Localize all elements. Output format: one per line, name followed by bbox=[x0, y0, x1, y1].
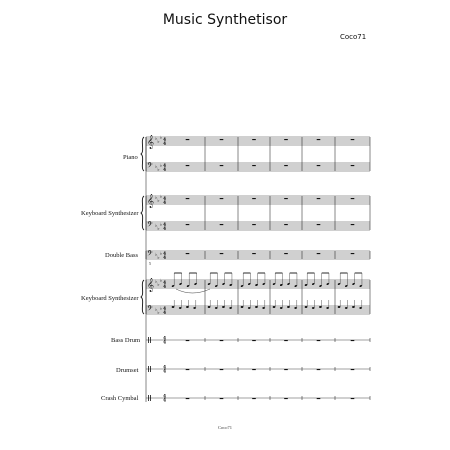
note-head bbox=[248, 307, 251, 309]
whole-rest bbox=[186, 165, 190, 166]
whole-rest bbox=[317, 369, 321, 370]
page-footer: Coco71 bbox=[218, 425, 232, 430]
whole-rest bbox=[284, 398, 288, 399]
flat-sign-icon: ♭ bbox=[155, 280, 158, 286]
bass-clef-icon: 𝄢 bbox=[147, 250, 153, 260]
whole-rest bbox=[284, 139, 288, 140]
time-signature-bottom: 4 bbox=[163, 226, 167, 232]
whole-rest bbox=[186, 198, 190, 199]
flat-sign-icon: ♭ bbox=[155, 196, 158, 202]
note-head bbox=[312, 307, 315, 309]
note-head bbox=[326, 307, 329, 309]
composer-name: Coco71 bbox=[340, 33, 367, 41]
whole-rest bbox=[284, 253, 288, 254]
time-signature-bottom: 4 bbox=[163, 255, 167, 261]
note-head bbox=[222, 306, 225, 308]
whole-rest bbox=[252, 398, 256, 399]
time-signature-top: 4 bbox=[163, 251, 167, 257]
instrument-label-piano: Piano bbox=[123, 154, 138, 161]
time-signature-top: 4 bbox=[163, 280, 167, 286]
whole-rest bbox=[186, 224, 190, 225]
time-signature-top: 4 bbox=[163, 365, 167, 371]
percussion-clef-icon bbox=[148, 337, 149, 343]
whole-rest bbox=[220, 198, 224, 199]
time-signature-bottom: 4 bbox=[163, 167, 167, 173]
note-head bbox=[338, 306, 341, 308]
percussion-clef-icon bbox=[150, 366, 151, 372]
instrument-label-keyboard-synth-1: Keyboard Synthesizer bbox=[81, 210, 139, 217]
time-signature-bottom: 4 bbox=[163, 340, 167, 346]
score-title: Music Synthetisor bbox=[162, 12, 288, 28]
flat-sign-icon: ♭ bbox=[157, 140, 160, 146]
bass-clef-icon: 𝄢 bbox=[147, 221, 153, 231]
time-signature-top: 4 bbox=[163, 163, 167, 169]
whole-rest bbox=[220, 139, 224, 140]
whole-rest bbox=[220, 224, 224, 225]
note-head bbox=[186, 306, 189, 308]
whole-rest bbox=[252, 224, 256, 225]
whole-rest bbox=[317, 198, 321, 199]
flat-sign-icon: ♭ bbox=[155, 165, 158, 171]
time-signature-top: 4 bbox=[163, 222, 167, 228]
flat-sign-icon: ♭ bbox=[157, 199, 160, 205]
whole-rest bbox=[220, 165, 224, 166]
flat-sign-icon: ♭ bbox=[159, 307, 162, 313]
whole-rest bbox=[284, 224, 288, 225]
whole-rest bbox=[284, 165, 288, 166]
note-head bbox=[294, 307, 297, 309]
flat-sign-icon: ♭ bbox=[159, 164, 162, 170]
note-head bbox=[172, 306, 175, 308]
whole-rest bbox=[351, 398, 355, 399]
note-head bbox=[241, 306, 244, 308]
whole-rest bbox=[252, 139, 256, 140]
flat-sign-icon: ♭ bbox=[159, 279, 162, 285]
whole-rest bbox=[317, 340, 321, 341]
note-head bbox=[287, 306, 290, 308]
whole-rest bbox=[220, 398, 224, 399]
flat-sign-icon: ♭ bbox=[157, 283, 160, 289]
whole-rest bbox=[317, 253, 321, 254]
whole-rest bbox=[284, 369, 288, 370]
flat-sign-icon: ♭ bbox=[159, 223, 162, 229]
whole-rest bbox=[220, 340, 224, 341]
time-signature-bottom: 4 bbox=[163, 369, 167, 375]
percussion-clef-icon bbox=[148, 366, 149, 372]
instrument-label-drumset: Drumset bbox=[116, 367, 139, 374]
note-head bbox=[255, 306, 258, 308]
time-signature-bottom: 4 bbox=[163, 284, 167, 290]
time-signature-top: 4 bbox=[163, 196, 167, 202]
whole-rest bbox=[351, 369, 355, 370]
percussion-clef-icon bbox=[150, 395, 151, 401]
whole-rest bbox=[186, 253, 190, 254]
flat-sign-icon: ♭ bbox=[159, 195, 162, 201]
whole-rest bbox=[351, 224, 355, 225]
percussion-clef-icon bbox=[150, 337, 151, 343]
grand-staff-brace bbox=[141, 137, 144, 171]
whole-rest bbox=[351, 165, 355, 166]
instrument-label-double-bass: Double Bass bbox=[105, 252, 139, 259]
whole-rest bbox=[186, 139, 190, 140]
whole-rest bbox=[317, 224, 321, 225]
treble-clef-icon: 𝄞 bbox=[147, 134, 155, 149]
bass-clef-icon: 𝄢 bbox=[147, 162, 153, 172]
note-head bbox=[305, 306, 308, 308]
treble-clef-icon: 𝄞 bbox=[147, 193, 155, 208]
note-head bbox=[352, 306, 355, 308]
whole-rest bbox=[317, 139, 321, 140]
whole-rest bbox=[317, 165, 321, 166]
whole-rest bbox=[284, 340, 288, 341]
note-head bbox=[229, 307, 232, 309]
time-signature-top: 4 bbox=[163, 336, 167, 342]
note-head bbox=[359, 307, 362, 309]
percussion-clef-icon bbox=[148, 395, 149, 401]
measure-number: 5 bbox=[149, 261, 151, 266]
whole-rest bbox=[252, 165, 256, 166]
whole-rest bbox=[252, 369, 256, 370]
instrument-label-bass-drum: Bass Drum bbox=[111, 337, 141, 344]
grand-staff-brace bbox=[141, 280, 144, 314]
flat-sign-icon: ♭ bbox=[157, 311, 160, 317]
whole-rest bbox=[351, 139, 355, 140]
instrument-label-keyboard-synth-2: Keyboard Synthesizer bbox=[81, 295, 139, 302]
note-head bbox=[179, 307, 182, 309]
whole-rest bbox=[351, 340, 355, 341]
whole-rest bbox=[186, 340, 190, 341]
flat-sign-icon: ♭ bbox=[157, 227, 160, 233]
note-head bbox=[273, 306, 276, 308]
whole-rest bbox=[252, 198, 256, 199]
whole-rest bbox=[220, 369, 224, 370]
time-signature-top: 4 bbox=[163, 137, 167, 143]
flat-sign-icon: ♭ bbox=[159, 252, 162, 258]
flat-sign-icon: ♭ bbox=[155, 308, 158, 314]
time-signature-bottom: 4 bbox=[163, 398, 167, 404]
whole-rest bbox=[317, 398, 321, 399]
whole-rest bbox=[220, 253, 224, 254]
time-signature-bottom: 4 bbox=[163, 141, 167, 147]
time-signature-bottom: 4 bbox=[163, 310, 167, 316]
time-signature-top: 4 bbox=[163, 306, 167, 312]
whole-rest bbox=[186, 369, 190, 370]
treble-clef-icon: 𝄞 bbox=[147, 277, 155, 292]
whole-rest bbox=[351, 253, 355, 254]
whole-rest bbox=[351, 198, 355, 199]
bass-clef-icon: 𝄢 bbox=[147, 305, 153, 315]
grand-staff-brace bbox=[141, 196, 144, 230]
flat-sign-icon: ♭ bbox=[155, 253, 158, 259]
time-signature-top: 4 bbox=[163, 394, 167, 400]
note-head bbox=[262, 307, 265, 309]
flat-sign-icon: ♭ bbox=[155, 224, 158, 230]
flat-sign-icon: ♭ bbox=[159, 136, 162, 142]
whole-rest bbox=[252, 340, 256, 341]
flat-sign-icon: ♭ bbox=[155, 137, 158, 143]
note-head bbox=[345, 307, 348, 309]
instrument-label-crash-cymbal: Crash Cymbal bbox=[101, 395, 139, 402]
note-head bbox=[215, 307, 218, 309]
note-head bbox=[208, 306, 211, 308]
time-signature-bottom: 4 bbox=[163, 200, 167, 206]
whole-rest bbox=[284, 198, 288, 199]
note-head bbox=[319, 306, 322, 308]
whole-rest bbox=[252, 253, 256, 254]
flat-sign-icon: ♭ bbox=[157, 256, 160, 262]
note-head bbox=[193, 307, 196, 309]
whole-rest bbox=[186, 398, 190, 399]
flat-sign-icon: ♭ bbox=[157, 168, 160, 174]
note-head bbox=[280, 307, 283, 309]
